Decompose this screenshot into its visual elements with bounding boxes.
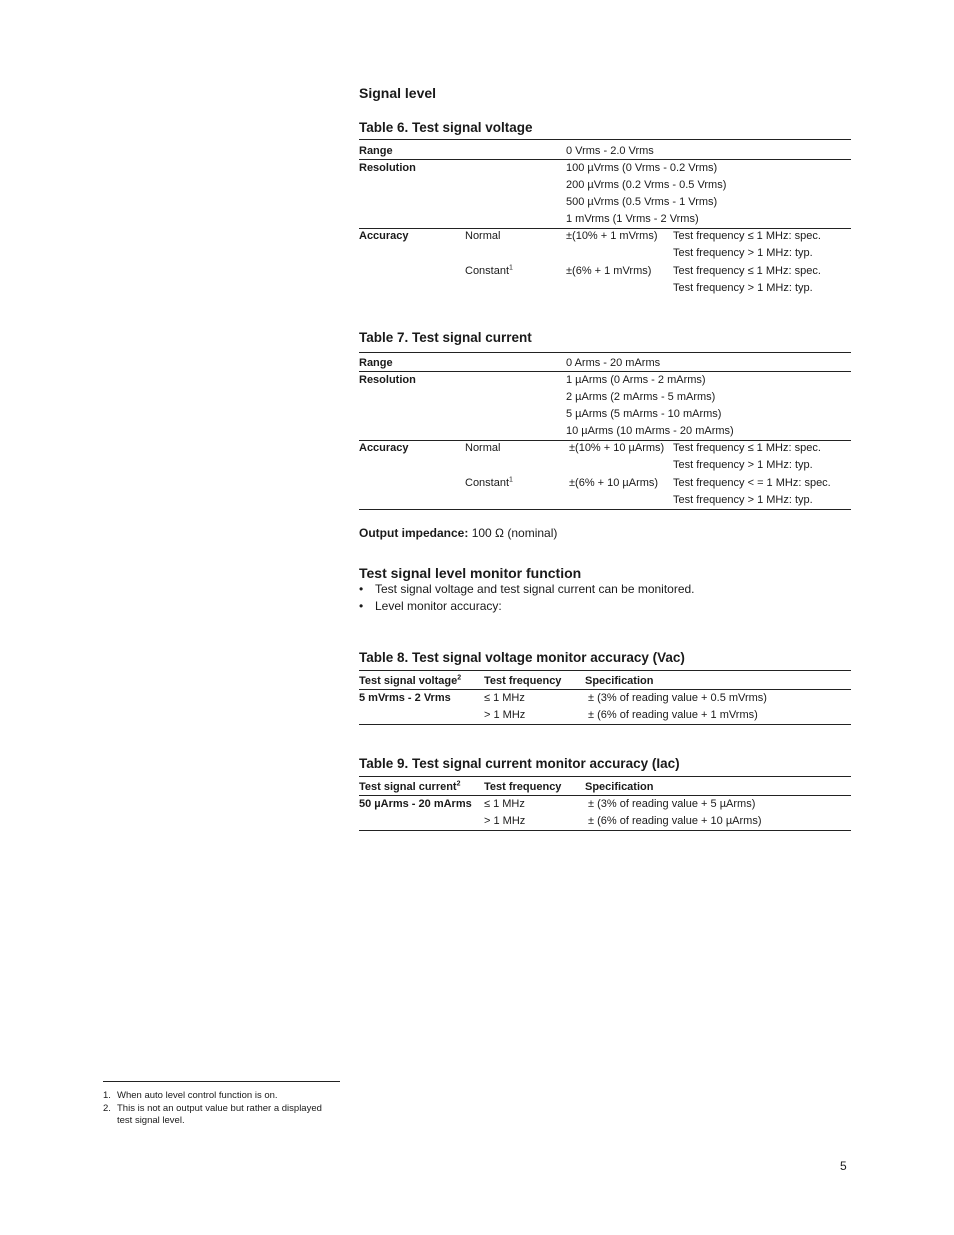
accuracy-label: Accuracy: [359, 442, 409, 454]
resolution-value: 10 µArms (10 mArms - 20 mArms): [566, 425, 734, 437]
normal-label: Normal: [465, 230, 501, 242]
resolution-value: 1 mVrms (1 Vrms - 2 Vrms): [566, 213, 699, 225]
footnote-text: test signal level.: [117, 1115, 185, 1126]
frequency-cell: ≤ 1 MHz: [484, 798, 525, 810]
table-rule: [359, 830, 851, 831]
column-header: Test signal voltage$^2$: [359, 674, 462, 687]
constant-label: Constant$^1$: [465, 476, 513, 489]
table-rule: [359, 724, 851, 725]
column-header: Specification: [585, 675, 654, 687]
footnote-number: 1.: [103, 1090, 111, 1101]
output-impedance-label: Output impedance:: [359, 526, 469, 540]
range-label: Range: [359, 145, 393, 157]
column-header: Test frequency: [484, 675, 562, 687]
footnote-divider: [103, 1081, 340, 1082]
table-rule: [359, 689, 851, 690]
table-rule: [359, 776, 851, 777]
specification-cell: ± (6% of reading value + 10 µArms): [588, 815, 762, 827]
table-title: Table 6. Test signal voltage: [359, 120, 533, 135]
footnote-number: 2.: [103, 1103, 111, 1114]
table-rule: [359, 440, 851, 441]
footnote-ref: 2: [456, 780, 461, 788]
bullet-item: • Test signal voltage and test signal current can be monitored.: [359, 582, 695, 596]
specification-cell: ± (3% of reading value + 5 µArms): [588, 798, 756, 810]
output-impedance: [359, 526, 557, 540]
column-header: Specification: [585, 781, 654, 793]
resolution-label: Resolution: [359, 374, 416, 386]
table-title: Table 8. Test signal voltage monitor accuracy (Vac): [359, 650, 685, 665]
accuracy-label: Accuracy: [359, 230, 409, 242]
range-cell: 50 µArms - 20 mArms: [359, 798, 472, 810]
range-value: 0 Arms - 20 mArms: [566, 357, 661, 369]
range-cell: 5 mVrms - 2 Vrms: [359, 692, 451, 704]
table-rule: [359, 139, 851, 140]
table-rule: [359, 371, 851, 372]
accuracy-note: Test frequency ≤ 1 MHz: spec.: [673, 265, 821, 277]
frequency-cell: ≤ 1 MHz: [484, 692, 525, 704]
accuracy-note: Test frequency > 1 MHz: typ.: [673, 282, 813, 294]
accuracy-note: Test frequency < = 1 MHz: spec.: [673, 477, 831, 489]
resolution-value: 200 µVrms (0.2 Vrms - 0.5 Vrms): [566, 179, 727, 191]
accuracy-note: Test frequency ≤ 1 MHz: spec.: [673, 230, 821, 242]
table-rule: [359, 509, 851, 510]
footnote-text: When auto level control function is on.: [117, 1090, 278, 1101]
frequency-cell: > 1 MHz: [484, 709, 526, 721]
column-header: Test frequency: [484, 781, 562, 793]
resolution-value: 2 µArms (2 mArms - 5 mArms): [566, 391, 716, 403]
resolution-label: Resolution: [359, 162, 416, 174]
section-heading-monitor: Test signal level monitor function: [359, 565, 582, 581]
constant-label: Constant$^1$: [465, 264, 513, 277]
resolution-value: 5 µArms (5 mArms - 10 mArms): [566, 408, 722, 420]
resolution-value: 100 µVrms (0 Vrms - 0.2 Vrms): [566, 162, 718, 174]
footnote-ref: 1: [509, 264, 513, 272]
table-rule: [359, 795, 851, 796]
table-rule: [359, 352, 851, 353]
constant-value: ±(6% + 10 µArms): [569, 477, 659, 489]
page-number: 5: [840, 1159, 847, 1173]
specification-cell: ± (3% of reading value + 0.5 mVrms): [588, 692, 767, 704]
table-rule: [359, 228, 851, 229]
section-heading-signal-level: Signal level: [359, 85, 437, 101]
accuracy-note: Test frequency > 1 MHz: typ.: [673, 459, 813, 471]
table-title: Table 7. Test signal current: [359, 330, 532, 345]
table-rule: [359, 159, 851, 160]
range-value: 0 Vrms - 2.0 Vrms: [566, 145, 654, 157]
bullet-icon: •: [359, 599, 364, 613]
bullet-item: • Level monitor accuracy:: [359, 599, 502, 613]
specification-cell: ± (6% of reading value + 1 mVrms): [588, 709, 758, 721]
table-rule: [359, 670, 851, 671]
frequency-cell: > 1 MHz: [484, 815, 526, 827]
normal-value: ±(10% + 1 mVrms): [566, 230, 658, 242]
bullet-icon: •: [359, 582, 364, 596]
column-header: Test signal current$^2$: [359, 780, 461, 793]
output-impedance-value: 100 Ω (nominal): [471, 526, 558, 540]
footnote-text: This is not an output value but rather a displayed: [117, 1103, 322, 1114]
table-title: Table 9. Test signal current monitor accuracy (Iac): [359, 756, 680, 771]
range-label: Range: [359, 357, 393, 369]
accuracy-note: Test frequency ≤ 1 MHz: spec.: [673, 442, 821, 454]
constant-value: ±(6% + 1 mVrms): [566, 265, 652, 277]
footnote-ref: 2: [457, 674, 462, 682]
accuracy-note: Test frequency > 1 MHz: typ.: [673, 494, 813, 506]
resolution-value: 500 µVrms (0.5 Vrms - 1 Vrms): [566, 196, 718, 208]
accuracy-note: Test frequency > 1 MHz: typ.: [673, 247, 813, 259]
footnote-ref: 1: [509, 476, 513, 484]
normal-value: ±(10% + 10 µArms): [569, 442, 665, 454]
resolution-value: 1 µArms (0 Arms - 2 mArms): [566, 374, 706, 386]
normal-label: Normal: [465, 442, 501, 454]
